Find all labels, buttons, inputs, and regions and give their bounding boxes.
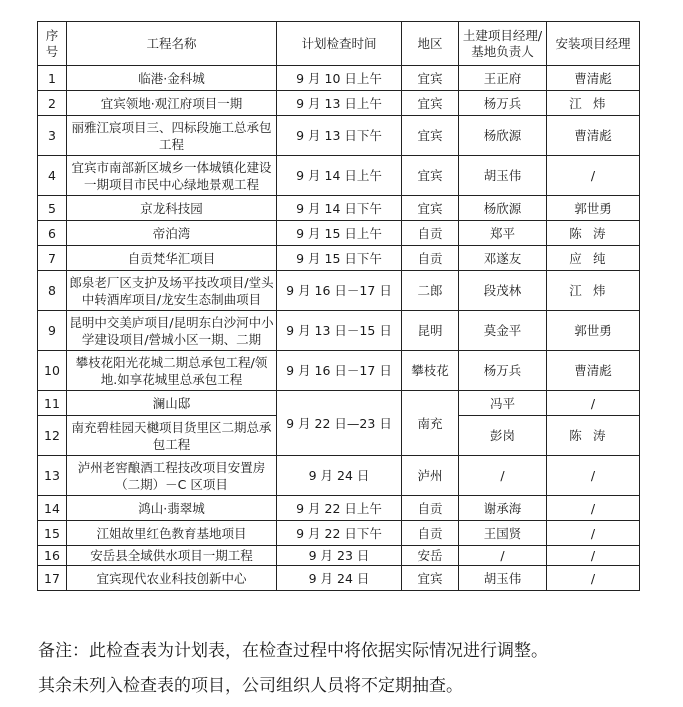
table-row xyxy=(38,456,640,496)
install-manager-cell: 陈涛 xyxy=(547,221,640,246)
table-row xyxy=(38,246,640,271)
civil-manager-cell: 王国贤 xyxy=(459,521,547,546)
remarks xyxy=(38,634,658,704)
row-number-cell: 15 xyxy=(38,521,67,546)
table-row xyxy=(38,521,640,546)
civil-manager-cell: 胡玉伟 xyxy=(459,566,547,591)
inspection-time-cell: 9 月 10 日上午 xyxy=(277,66,402,91)
row-number-cell: 6 xyxy=(38,221,67,246)
install-manager-cell: / xyxy=(547,456,640,496)
inspection-time-cell: 9 月 16 日－17 日 xyxy=(277,351,402,391)
inspection-time-cell: 9 月 24 日 xyxy=(277,456,402,496)
row-number-cell: 5 xyxy=(38,196,67,221)
row-number-cell: 8 xyxy=(38,271,67,311)
row-number-cell: 17 xyxy=(38,566,67,591)
area-cell: 自贡 xyxy=(402,246,459,271)
area-cell: 昆明 xyxy=(402,311,459,351)
inspection-time-cell: 9 月 22 日—23 日 xyxy=(277,391,402,456)
project-name-cell: 鸿山·翡翠城 xyxy=(67,496,277,521)
row-number-cell: 16 xyxy=(38,546,67,566)
civil-manager-cell: / xyxy=(459,546,547,566)
row-number-cell: 14 xyxy=(38,496,67,521)
area-cell: 攀枝花 xyxy=(402,351,459,391)
header-cell-civil-manager: 土建项目经理/基地负责人 xyxy=(459,22,547,66)
install-manager-cell: 应纯 xyxy=(547,246,640,271)
inspection-time-cell: 9 月 14 日上午 xyxy=(277,156,402,196)
inspection-time-cell: 9 月 13 日－15 日 xyxy=(277,311,402,351)
row-number-cell: 11 xyxy=(38,391,67,416)
table-row xyxy=(38,116,640,156)
install-manager-cell: 郭世勇 xyxy=(547,311,640,351)
table-row xyxy=(38,221,640,246)
table-row xyxy=(38,391,640,416)
row-number-cell: 12 xyxy=(38,416,67,456)
project-name-cell: 江姐故里红色教育基地项目 xyxy=(67,521,277,546)
civil-manager-cell: 杨万兵 xyxy=(459,351,547,391)
inspection-time-cell: 9 月 13 日下午 xyxy=(277,116,402,156)
area-cell: 宜宾 xyxy=(402,66,459,91)
header-cell-area: 地区 xyxy=(402,22,459,66)
area-cell: 宜宾 xyxy=(402,156,459,196)
inspection-plan-table xyxy=(37,21,640,591)
civil-manager-cell: 段茂林 xyxy=(459,271,547,311)
row-number-cell: 3 xyxy=(38,116,67,156)
table-row xyxy=(38,196,640,221)
civil-manager-cell: 杨欣源 xyxy=(459,116,547,156)
table-row xyxy=(38,566,640,591)
civil-manager-cell: 郑平 xyxy=(459,221,547,246)
install-manager-cell: / xyxy=(547,521,640,546)
table-row xyxy=(38,351,640,391)
install-manager-cell: / xyxy=(547,546,640,566)
inspection-time-cell: 9 月 22 日下午 xyxy=(277,521,402,546)
install-manager-cell: 曹清彪 xyxy=(547,351,640,391)
install-manager-cell: / xyxy=(547,566,640,591)
project-name-cell: 宜宾领地·观江府项目一期 xyxy=(67,91,277,116)
project-name-cell: 安岳县全域供水项目一期工程 xyxy=(67,546,277,566)
header-cell-inspection-time: 计划检查时间 xyxy=(277,22,402,66)
civil-manager-cell: 邓遂友 xyxy=(459,246,547,271)
project-name-cell: 攀枝花阳光花城二期总承包工程/领地.如享花城里总承包工程 xyxy=(67,351,277,391)
install-manager-cell: / xyxy=(547,391,640,416)
install-manager-cell: 江炜 xyxy=(547,271,640,311)
inspection-time-cell: 9 月 15 日下午 xyxy=(277,246,402,271)
inspection-time-cell: 9 月 24 日 xyxy=(277,566,402,591)
project-name-cell: 郎泉老厂区支护及场平技改项目/堂头中转酒库项目/龙安生态制曲项目 xyxy=(67,271,277,311)
row-number-cell: 7 xyxy=(38,246,67,271)
header-cell-no: 序号 xyxy=(38,22,67,66)
header-cell-install-manager: 安装项目经理 xyxy=(547,22,640,66)
header-cell-project-name: 工程名称 xyxy=(67,22,277,66)
project-name-cell: 澜山邸 xyxy=(67,391,277,416)
table-row xyxy=(38,311,640,351)
project-name-cell: 宜宾市南部新区城乡一体城镇化建设一期项目市民中心绿地景观工程 xyxy=(67,156,277,196)
table-row xyxy=(38,66,640,91)
area-cell: 宜宾 xyxy=(402,116,459,156)
table-header-row xyxy=(38,22,640,66)
civil-manager-cell: 杨欣源 xyxy=(459,196,547,221)
install-manager-cell: / xyxy=(547,156,640,196)
table-row xyxy=(38,546,640,566)
area-cell: 宜宾 xyxy=(402,91,459,116)
civil-manager-cell: 莫金平 xyxy=(459,311,547,351)
inspection-time-cell: 9 月 14 日下午 xyxy=(277,196,402,221)
project-name-cell: 南充碧桂园天樾项目货里区二期总承包工程 xyxy=(67,416,277,456)
project-name-cell: 临港·金科城 xyxy=(67,66,277,91)
install-manager-cell: 曹清彪 xyxy=(547,66,640,91)
table-row xyxy=(38,156,640,196)
row-number-cell: 13 xyxy=(38,456,67,496)
project-name-cell: 帝泊湾 xyxy=(67,221,277,246)
row-number-cell: 9 xyxy=(38,311,67,351)
civil-manager-cell: 杨万兵 xyxy=(459,91,547,116)
civil-manager-cell: / xyxy=(459,456,547,496)
inspection-time-cell: 9 月 13 日上午 xyxy=(277,91,402,116)
row-number-cell: 10 xyxy=(38,351,67,391)
civil-manager-cell: 谢承海 xyxy=(459,496,547,521)
area-cell: 南充 xyxy=(402,391,459,456)
civil-manager-cell: 王正府 xyxy=(459,66,547,91)
table-row xyxy=(38,91,640,116)
area-cell: 自贡 xyxy=(402,521,459,546)
project-name-cell: 宜宾现代农业科技创新中心 xyxy=(67,566,277,591)
project-name-cell: 京龙科技园 xyxy=(67,196,277,221)
install-manager-cell: / xyxy=(547,496,640,521)
inspection-time-cell: 9 月 23 日 xyxy=(277,546,402,566)
remark-line-1: 备注：此检查表为计划表，在检查过程中将依据实际情况进行调整。 xyxy=(38,641,548,661)
civil-manager-cell: 彭岗 xyxy=(459,416,547,456)
install-manager-cell: 曹清彪 xyxy=(547,116,640,156)
area-cell: 二郎 xyxy=(402,271,459,311)
project-name-cell: 昆明中交美庐项目/昆明东白沙河中小学建设项目/營城小区一期、二期 xyxy=(67,311,277,351)
row-number-cell: 4 xyxy=(38,156,67,196)
area-cell: 宜宾 xyxy=(402,566,459,591)
remark-line-2: 其余未列入检查表的项目，公司组织人员将不定期抽查。 xyxy=(38,676,463,696)
install-manager-cell: 江炜 xyxy=(547,91,640,116)
area-cell: 自贡 xyxy=(402,496,459,521)
project-name-cell: 丽雅江宸项目三、四标段施工总承包工程 xyxy=(67,116,277,156)
civil-manager-cell: 冯平 xyxy=(459,391,547,416)
row-number-cell: 1 xyxy=(38,66,67,91)
install-manager-cell: 郭世勇 xyxy=(547,196,640,221)
project-name-cell: 泸州老窖酿酒工程技改项目安置房（二期）－C 区项目 xyxy=(67,456,277,496)
table-body xyxy=(38,66,640,591)
area-cell: 自贡 xyxy=(402,221,459,246)
inspection-time-cell: 9 月 15 日上午 xyxy=(277,221,402,246)
civil-manager-cell: 胡玉伟 xyxy=(459,156,547,196)
table-row xyxy=(38,271,640,311)
install-manager-cell: 陈涛 xyxy=(547,416,640,456)
project-name-cell: 自贡梵华汇项目 xyxy=(67,246,277,271)
area-cell: 宜宾 xyxy=(402,196,459,221)
area-cell: 泸州 xyxy=(402,456,459,496)
row-number-cell: 2 xyxy=(38,91,67,116)
inspection-time-cell: 9 月 16 日－17 日 xyxy=(277,271,402,311)
inspection-time-cell: 9 月 22 日上午 xyxy=(277,496,402,521)
area-cell: 安岳 xyxy=(402,546,459,566)
table-row xyxy=(38,496,640,521)
